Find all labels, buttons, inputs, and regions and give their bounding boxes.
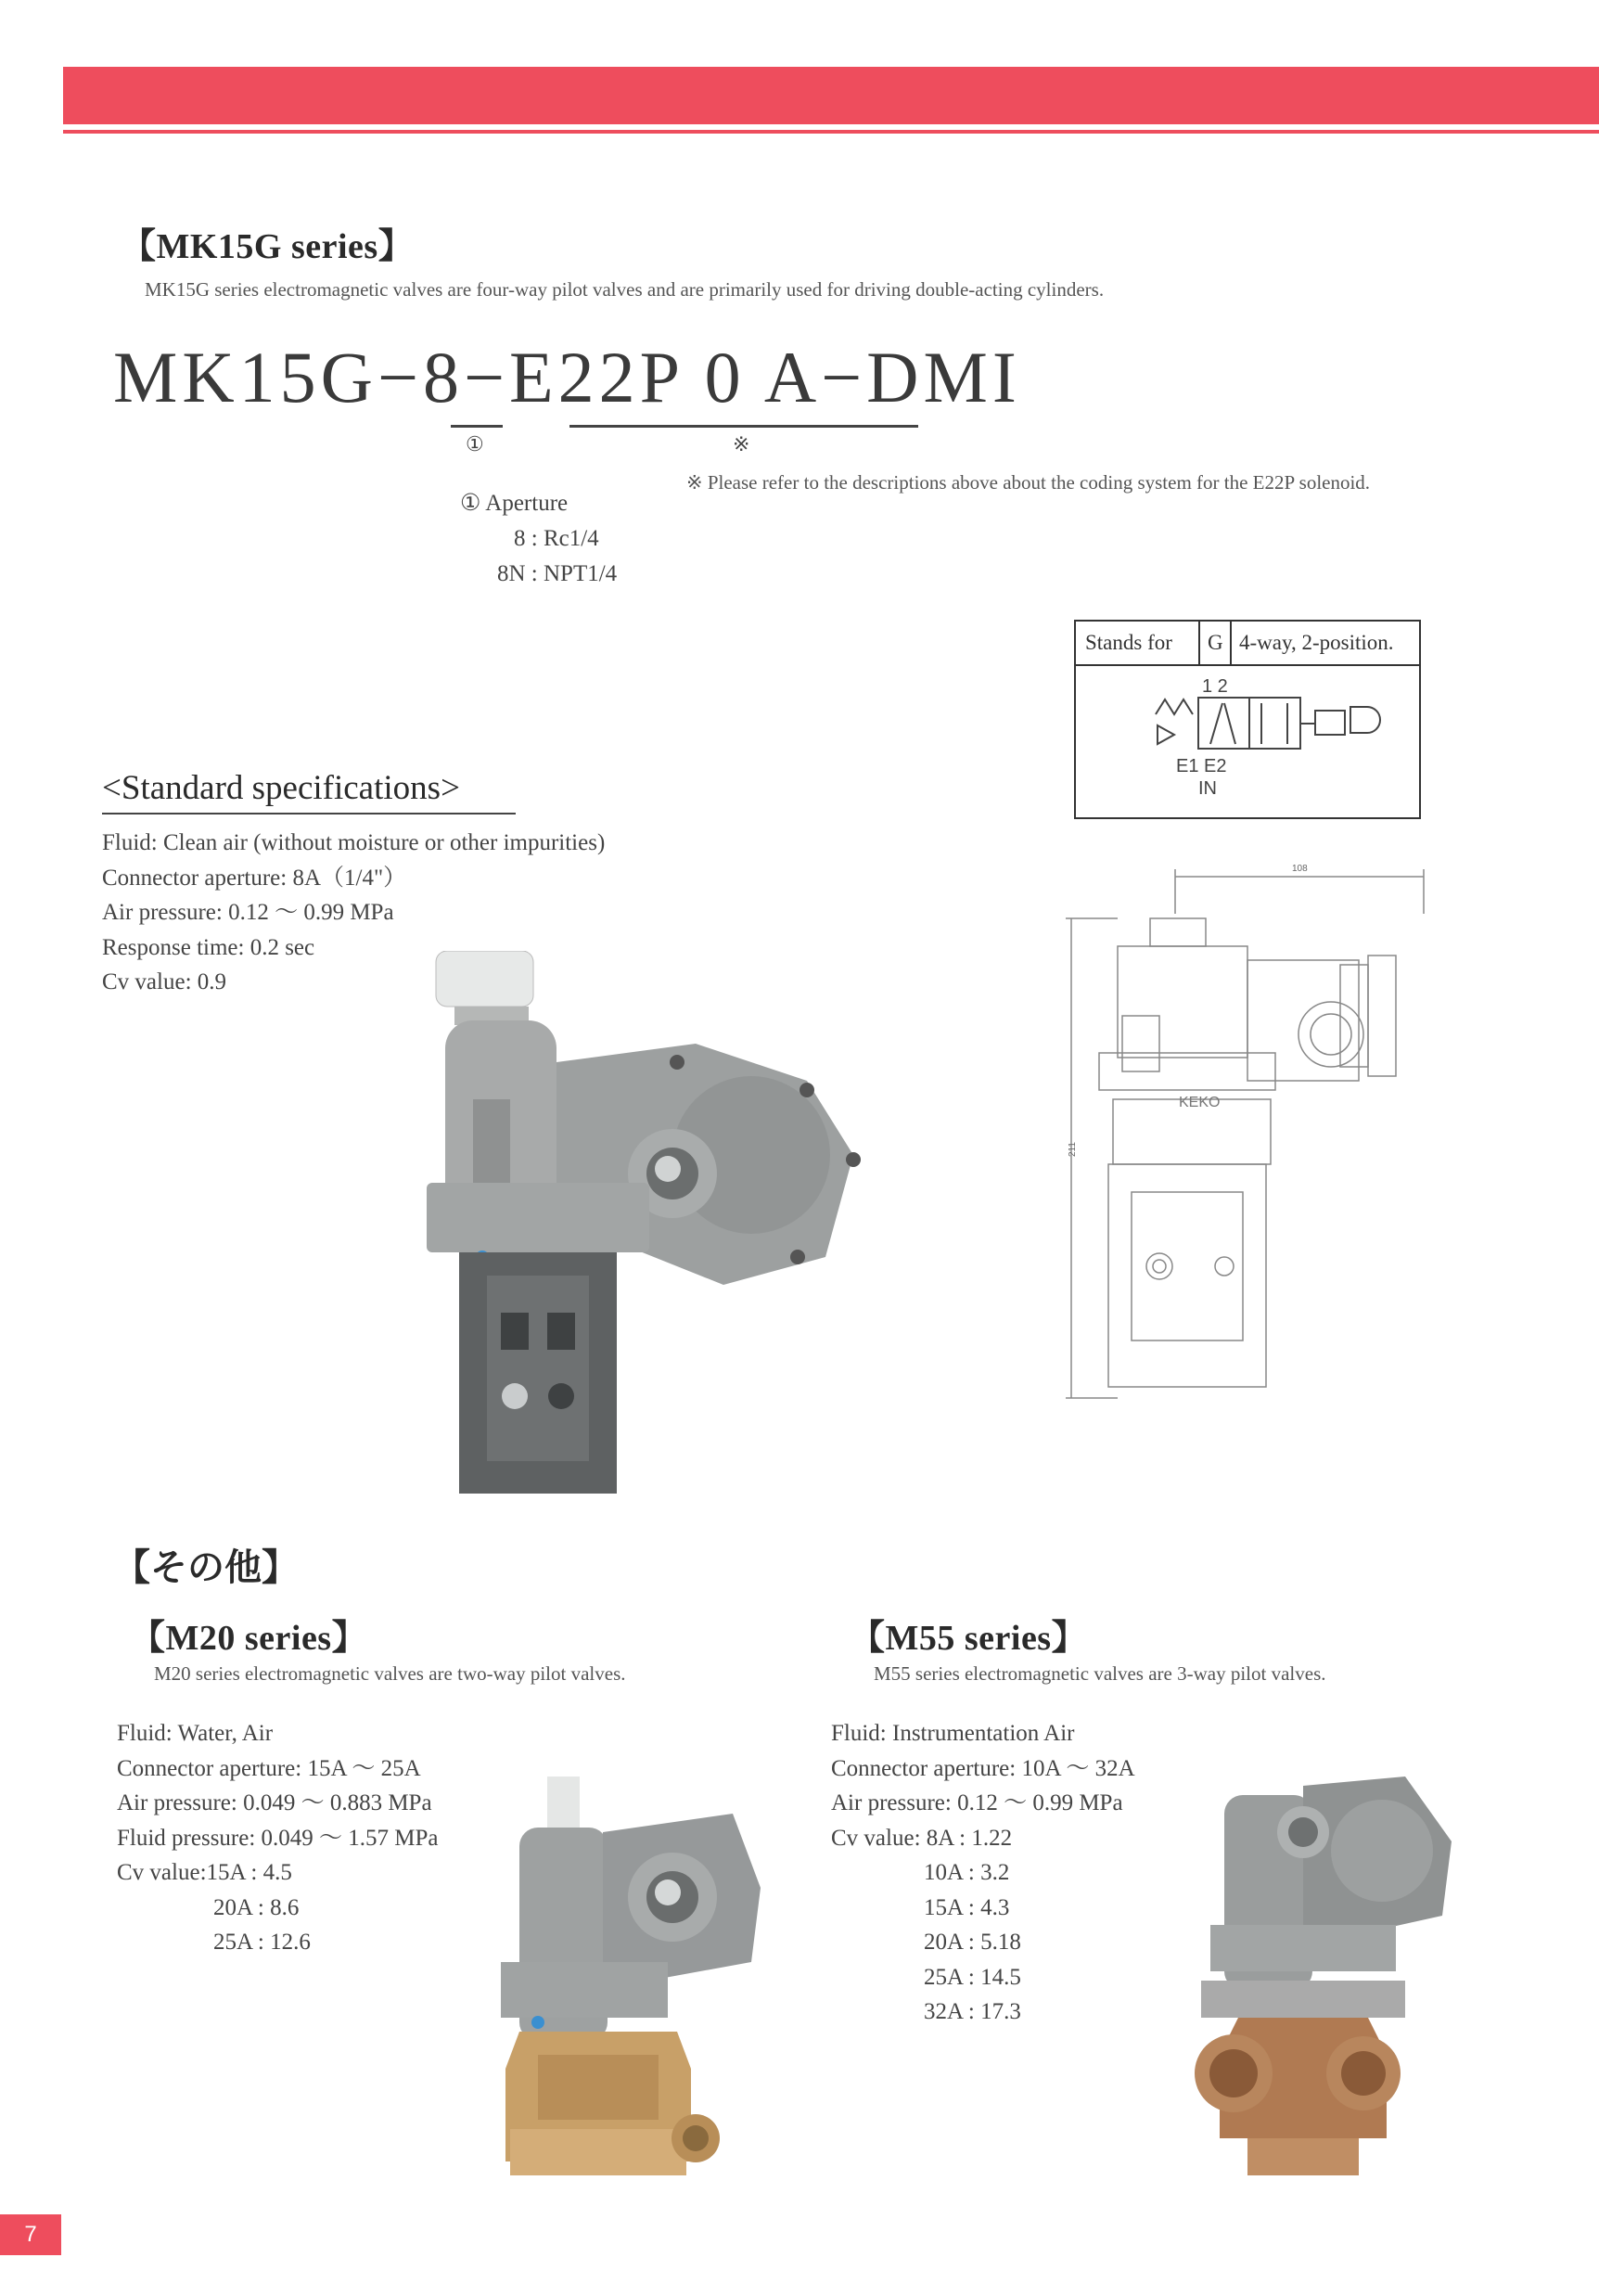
inlet-label: IN	[1198, 778, 1217, 799]
symbol-legend-meaning: 4-way, 2-position.	[1239, 631, 1394, 654]
model-part-option: DMI	[866, 337, 1021, 417]
valve-symbol-box	[1074, 620, 1421, 819]
spec-item: 15A : 4.3	[924, 1894, 1010, 1920]
spec-item: 20A : 8.6	[213, 1894, 300, 1920]
dimension-height-label: 211	[1068, 1142, 1078, 1157]
m20-title: 【M20 series】	[130, 1619, 368, 1658]
mk15g-description: MK15G series electromagnetic valves are four-way pilot valves and are primarily used for driving double-acting cylinders.	[145, 278, 1105, 301]
model-part-series: MK15G	[113, 337, 378, 417]
mk15g-title: 【MK15G series】	[121, 227, 415, 266]
spec-item: Connector aperture: 10A ～ 32A	[831, 1755, 1135, 1781]
aperture-option: 8N : NPT1/4	[497, 561, 618, 586]
mk15g-valve-photo	[417, 951, 881, 1517]
drawing-brand-label: KEKO	[1179, 1095, 1221, 1110]
spec-item: 10A : 3.2	[924, 1860, 1010, 1885]
header-band	[63, 67, 1599, 124]
model-part-solenoid: E22P 0 A	[509, 337, 822, 417]
page-number: 7	[0, 2214, 61, 2255]
model-part-aperture: 8	[423, 337, 465, 417]
solenoid-note: ※ Please refer to the descriptions above about the coding system for the E22P solenoid.	[686, 471, 1371, 494]
spec-item: Fluid: Water, Air	[117, 1721, 274, 1746]
aperture-heading: ① Aperture	[460, 491, 569, 516]
m55-description: M55 series electromagnetic valves are 3-way pilot valves.	[874, 1662, 1326, 1685]
mk15g-dimension-drawing	[1062, 858, 1433, 1405]
model-sep-1: −	[377, 337, 424, 417]
m55-valve-photo	[1173, 1767, 1470, 2194]
header-rule	[63, 130, 1599, 134]
spec-item: Cv value: 0.9	[102, 969, 227, 994]
spec-item: Connector aperture: 8A（1/4"）	[102, 865, 407, 891]
symbol-legend-row	[1076, 622, 1419, 666]
spec-item: 25A : 12.6	[213, 1930, 311, 1955]
aperture-marker: ①	[466, 432, 484, 455]
spec-item: Fluid pressure: 0.049 ～ 1.57 MPa	[117, 1825, 439, 1851]
dimension-width-label: 108	[1292, 864, 1308, 874]
standard-specs-underline	[102, 813, 516, 815]
spec-item: Connector aperture: 15A ～ 25A	[117, 1755, 421, 1781]
solenoid-underline	[569, 425, 918, 428]
m20-valve-photo	[482, 1777, 779, 2194]
others-heading: 【その他】	[113, 1546, 299, 1589]
ports-top-label: 1 2	[1202, 676, 1228, 697]
model-sep-3: −	[821, 337, 867, 417]
spec-item: Cv value:15A : 4.5	[117, 1860, 292, 1885]
spec-item: 20A : 5.18	[924, 1930, 1021, 1955]
symbol-legend-label: Stands for	[1085, 631, 1172, 654]
m20-specs	[117, 1716, 439, 1960]
aperture-underline	[451, 425, 503, 428]
spec-item: 32A : 17.3	[924, 1999, 1021, 2024]
spec-item: Fluid: Instrumentation Air	[831, 1721, 1075, 1746]
model-code	[113, 337, 1021, 417]
model-sep-2: −	[464, 337, 510, 417]
m55-specs	[831, 1716, 1135, 2030]
solenoid-marker: ※	[733, 432, 750, 455]
spec-item: Air pressure: 0.12 ～ 0.99 MPa	[102, 900, 394, 925]
spec-item: Air pressure: 0.049 ～ 0.883 MPa	[117, 1790, 432, 1815]
spec-item: Fluid: Clean air (without moisture or other impurities)	[102, 830, 606, 855]
spec-item: 25A : 14.5	[924, 1964, 1021, 1990]
spec-item: Cv value: 8A : 1.22	[831, 1825, 1013, 1851]
standard-specs-heading: <Standard specifications>	[102, 769, 460, 807]
valve-circuit-symbol	[1076, 666, 1419, 819]
aperture-option: 8 : Rc1/4	[514, 526, 599, 551]
ports-bottom-label: E1 E2	[1176, 756, 1227, 776]
spec-item: Response time: 0.2 sec	[102, 934, 315, 960]
symbol-legend-code: G	[1208, 631, 1223, 654]
m20-description: M20 series electromagnetic valves are two-way pilot valves.	[154, 1662, 626, 1685]
m55-title: 【M55 series】	[850, 1619, 1088, 1658]
spec-item: Air pressure: 0.12 ～ 0.99 MPa	[831, 1790, 1123, 1815]
